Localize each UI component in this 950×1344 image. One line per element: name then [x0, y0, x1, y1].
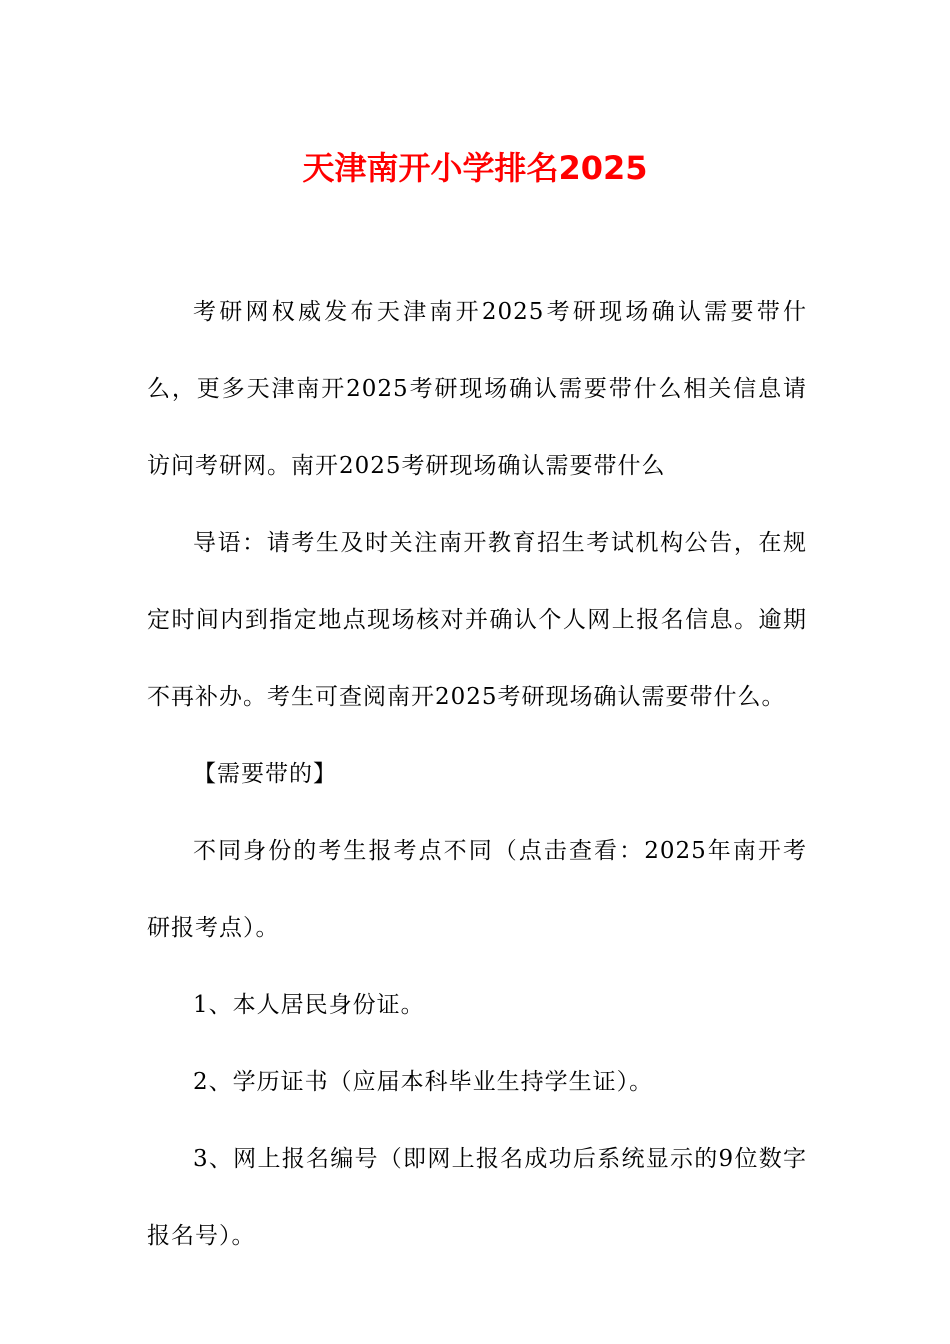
list-item-id-card: 1、本人居民身份证。 — [193, 992, 425, 1018]
document-title: 天津南开小学排名2025 — [302, 149, 648, 187]
paragraph-section-heading: 【需要带的】 — [193, 761, 337, 787]
paragraph-guide: 导语：请考生及时关注南开教育招生考试机构公告，在规定时间内到指定地点现场核对并确认个人网上报名信息。逾期不再补办。考生可查阅南开2025考研现场确认需要带什么。 — [147, 530, 807, 710]
document-body — [147, 274, 807, 1275]
paragraph-exam-sites: 不同身份的考生报考点不同（点击查看：2025年南开考研报考点）。 — [147, 838, 807, 941]
paragraph-intro: 考研网权威发布天津南开2025考研现场确认需要带什么，更多天津南开2025考研现场确认需要带什么相关信息请访问考研网。南开2025考研现场确认需要带什么 — [147, 299, 807, 479]
list-item-diploma: 2、学历证书（应届本科毕业生持学生证）。 — [193, 1069, 654, 1095]
list-item-registration-number: 3、网上报名编号（即网上报名成功后系统显示的9位数字报名号）。 — [147, 1146, 807, 1249]
